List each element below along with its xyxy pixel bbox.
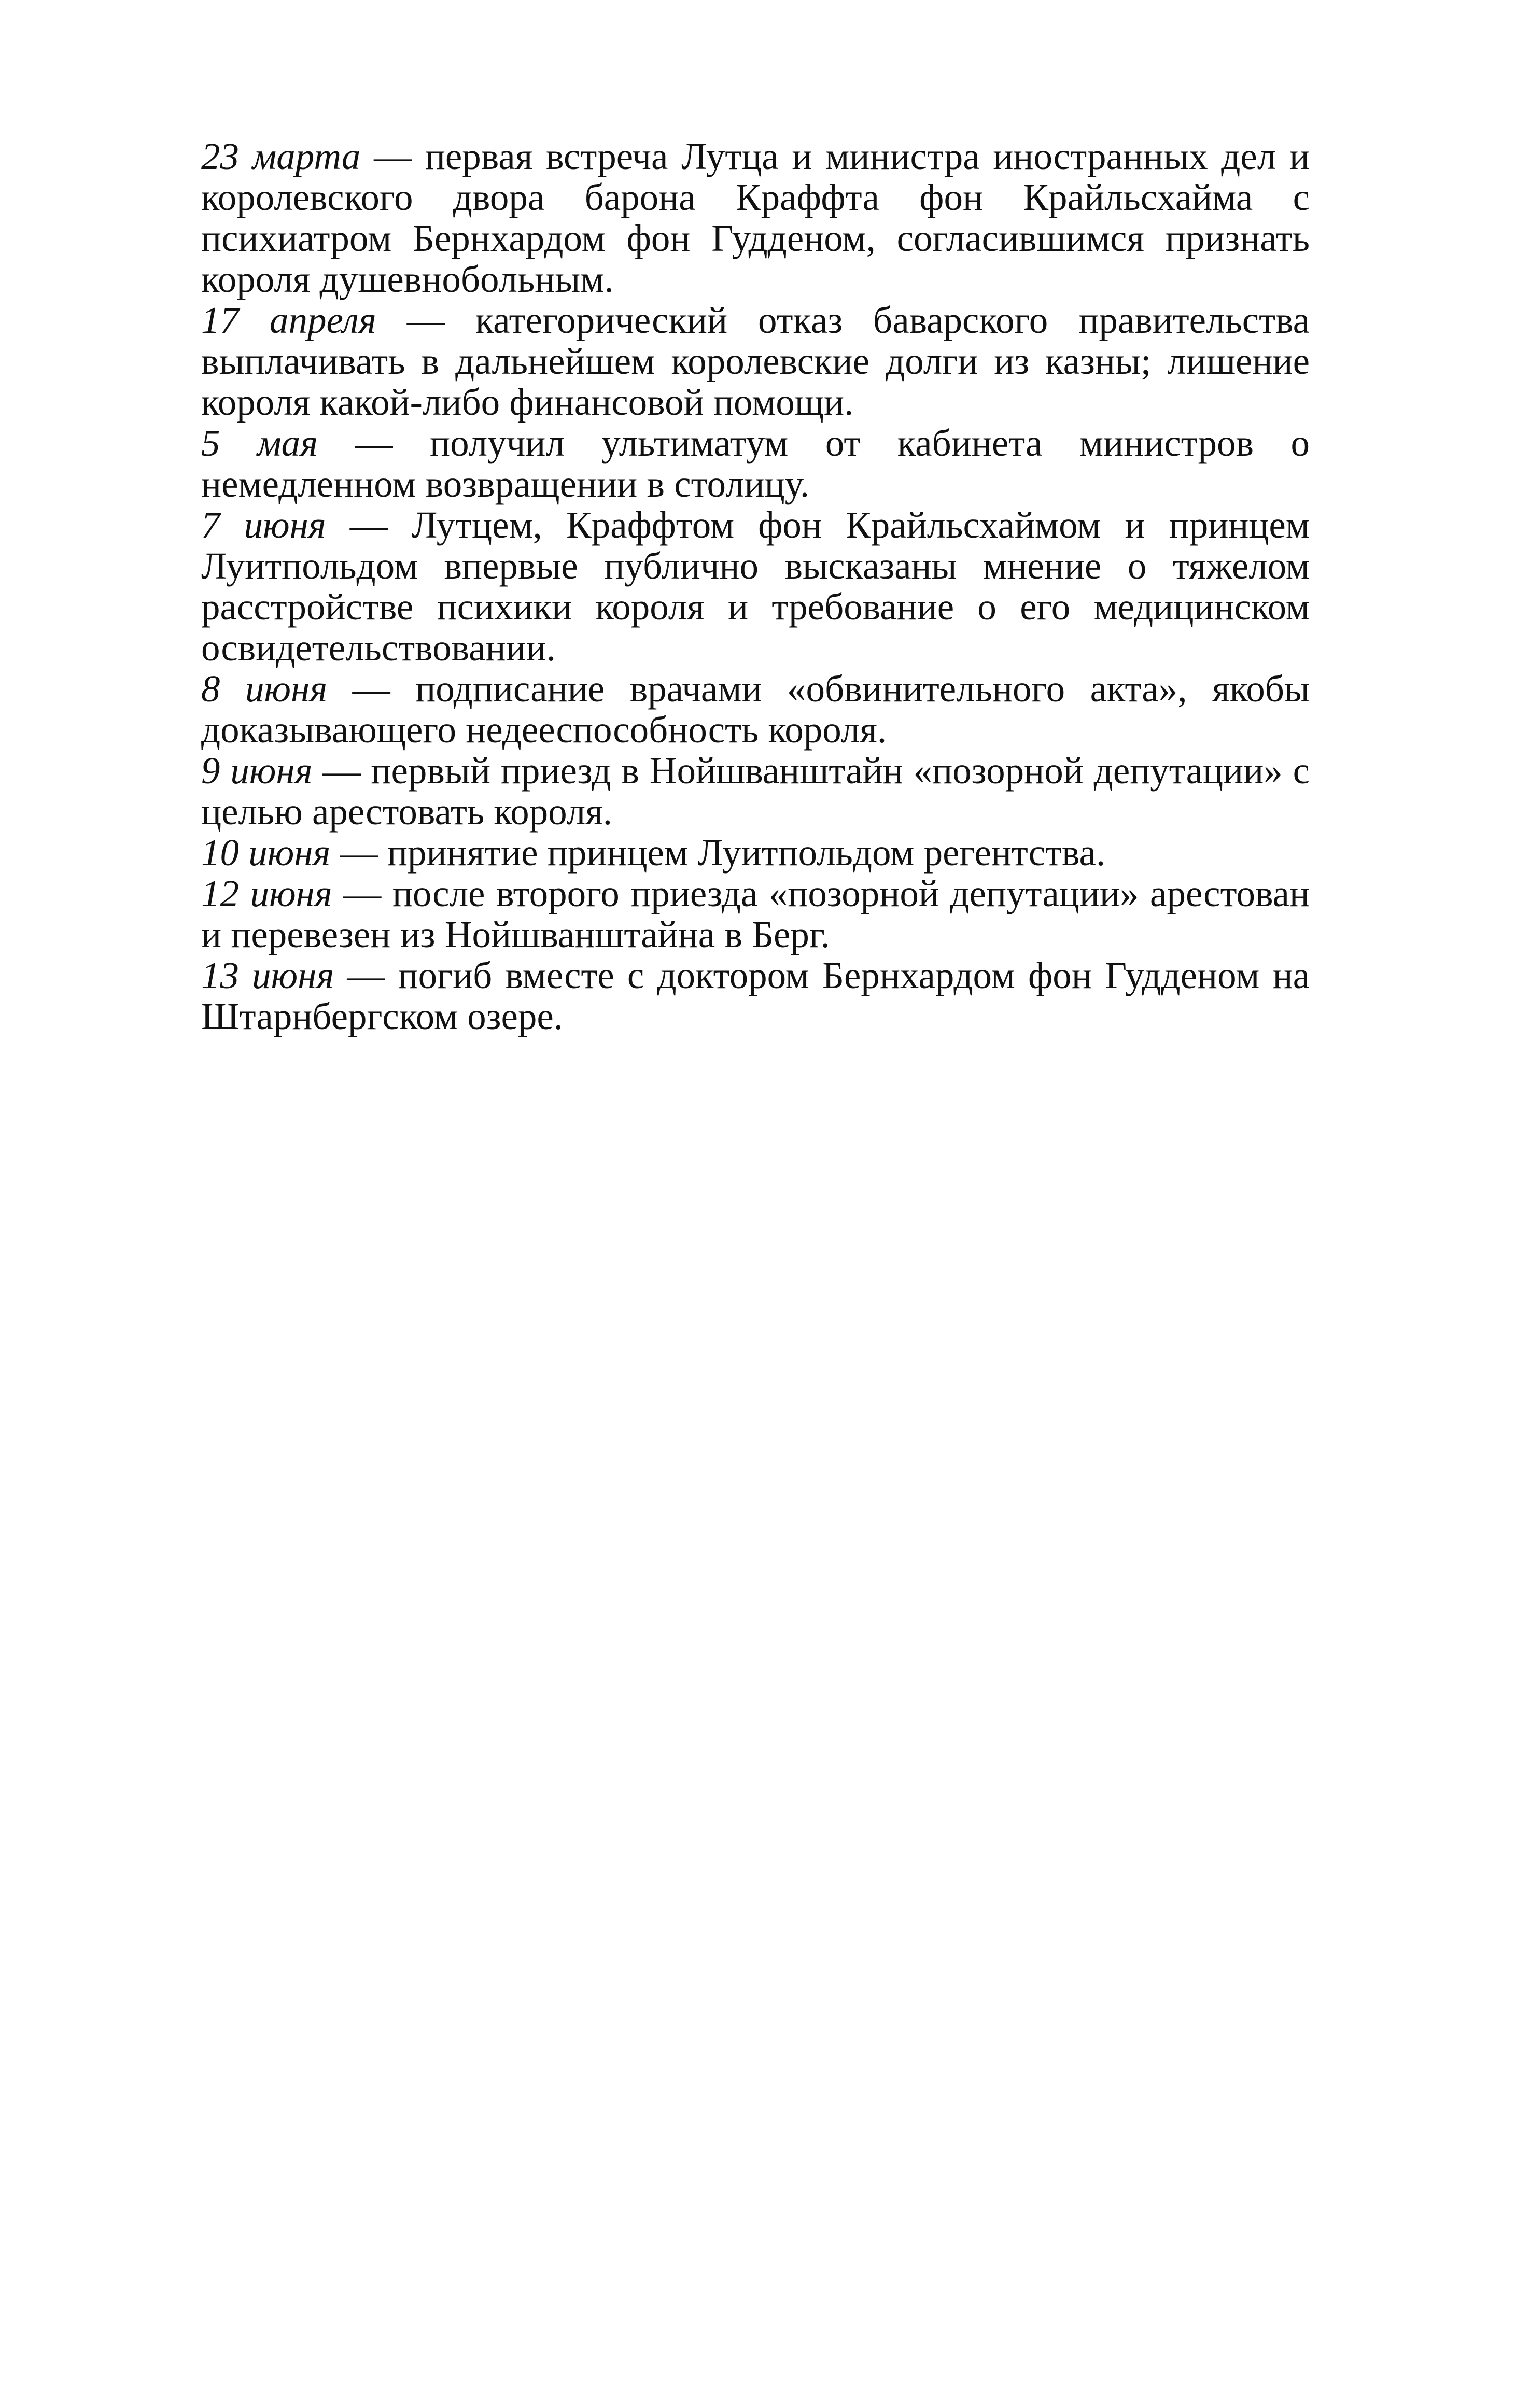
chronology-entry (201, 832, 1310, 873)
entry-text: — первая встреча Лутца и министра иностранных дел и королевского двора барона Краффта фон Крайльсхайма с психиатром Бернхардом фон Гудденом, согласившимся признать короля душевнобольным. (201, 135, 1310, 300)
chronology-entry (201, 136, 1310, 300)
entry-text: — принятие принцем Луитпольдом регентства. (330, 832, 1106, 874)
chronology-entry (201, 504, 1310, 668)
entry-date: 23 марта (201, 135, 361, 177)
chronology-entry (201, 750, 1310, 832)
chronology-entry (201, 873, 1310, 955)
chronology-entry (201, 955, 1310, 1037)
entry-text: — категорический отказ баварского правительства выплачивать в дальнейшем королевские долги из казны; лишение короля какой-либо финансовой помощи. (201, 299, 1310, 423)
entry-text: — первый приезд в Нойшванштайн «позорной депутации» с целью арестовать короля. (201, 750, 1310, 833)
entry-text: — подписание врачами «обвинительного акта», якобы доказывающего недееспособность короля. (201, 668, 1310, 751)
entry-date: 8 июня (201, 668, 328, 710)
entry-text: — получил ультиматум от кабинета министров о немедленном возвращении в столицу. (201, 422, 1310, 505)
entry-date: 9 июня (201, 750, 313, 792)
entry-text: — Лутцем, Краффтом фон Крайльсхаймом и принцем Луитпольдом впервые публично высказаны мнение о тяжелом расстройстве психики короля и требование о его медицинском освидетельствовании. (201, 504, 1310, 669)
entry-date: 12 июня (201, 872, 332, 914)
entry-text: — после второго приезда «позорной депутации» арестован и перевезен из Нойшванштайна в Берг. (201, 872, 1310, 955)
chronology-text (201, 136, 1310, 1037)
entry-date: 17 апреля (201, 299, 376, 341)
entry-date: 7 июня (201, 504, 326, 546)
chronology-entry (201, 300, 1310, 423)
entry-date: 10 июня (201, 832, 331, 874)
entry-date: 13 июня (201, 954, 334, 996)
chronology-entry (201, 423, 1310, 504)
entry-date: 5 мая (201, 422, 318, 464)
chronology-entry (201, 668, 1310, 750)
entry-text: — погиб вместе с доктором Бернхардом фон Гудденом на Штарнбергском озере. (201, 954, 1310, 1037)
